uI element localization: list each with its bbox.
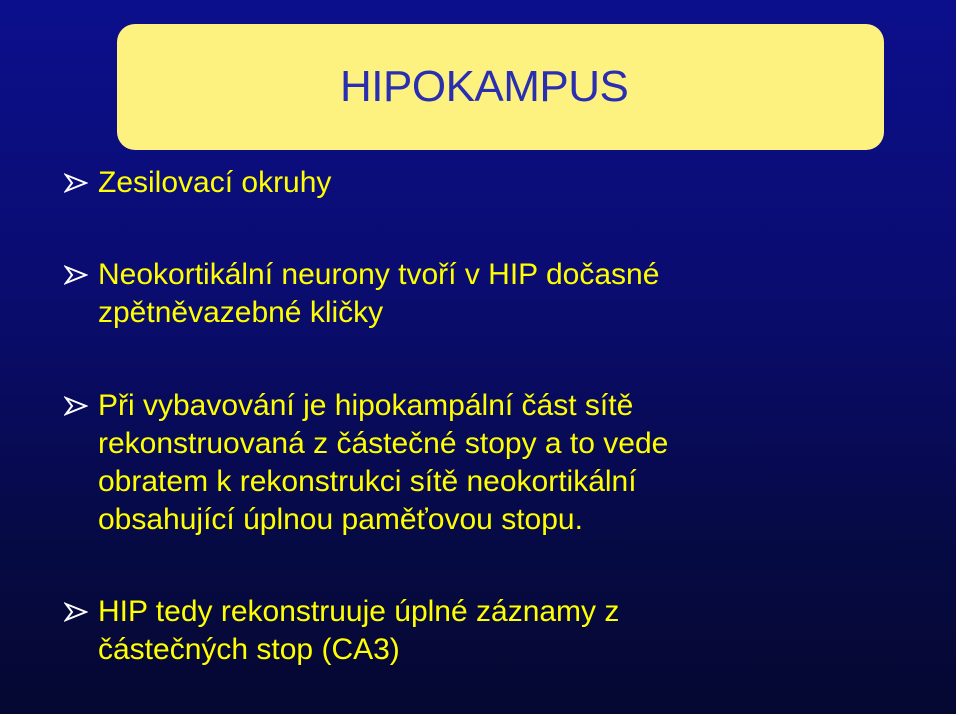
bullet-line: obratem k rekonstrukci sítě neokortikální: [98, 465, 637, 498]
arrow-bullet-icon: [64, 256, 90, 294]
bullet-line: HIP tedy rekonstruuje úplné záznamy z: [98, 595, 620, 628]
bullet-line: rekonstruovaná z částečné stopy a to vede: [98, 427, 669, 460]
arrow-bullet-icon: [64, 593, 90, 631]
title-box: [117, 24, 884, 150]
bullet-text: [98, 256, 659, 332]
bullet-text: [98, 593, 619, 669]
bullet-line: částečných stop (CA3): [98, 633, 400, 666]
slide-title: HIPOKAMPUS: [340, 62, 629, 111]
bullet-line: Při vybavování je hipokampální část sítě: [98, 389, 634, 422]
bullet-line: Zesilovací okruhy: [98, 166, 332, 199]
arrow-bullet-icon: [64, 164, 90, 202]
bullet-text: [98, 387, 668, 539]
bullet-line: obsahující úplnou paměťovou stopu.: [98, 503, 583, 536]
bullet-line: zpětněvazebné kličky: [98, 296, 384, 329]
bullet-line: Neokortikální neurony tvoří v HIP dočasné: [98, 258, 660, 291]
bullet-text: [98, 164, 331, 202]
arrow-bullet-icon: [64, 387, 90, 425]
